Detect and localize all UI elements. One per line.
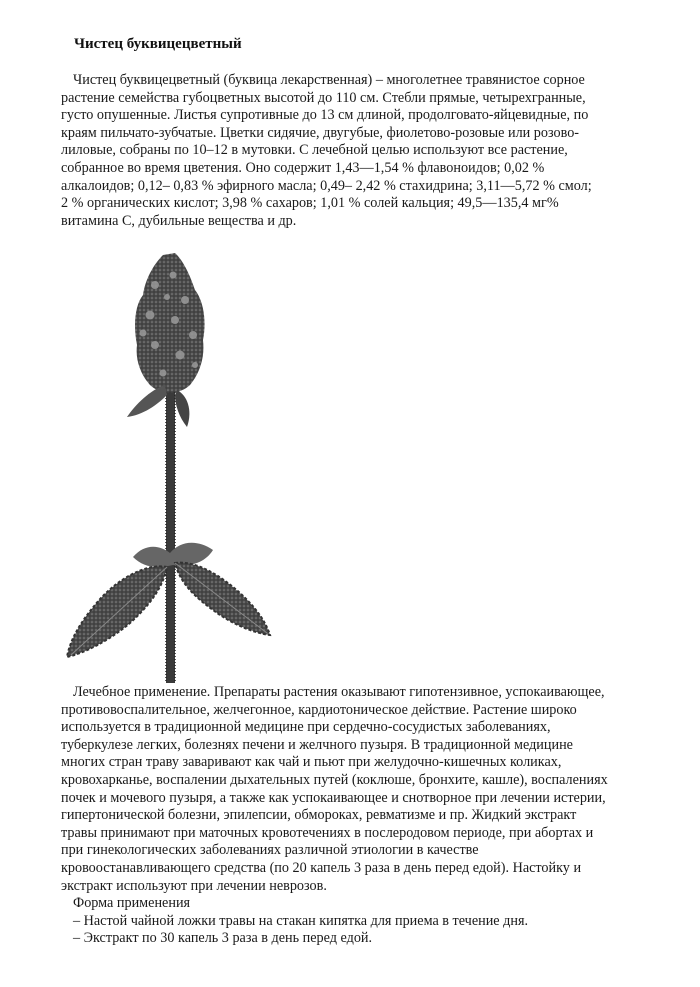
text-line: Чистец буквицецветный (буквица лекарственная) – многолетнее травянистое сорное xyxy=(73,72,585,88)
plant-drawing-icon xyxy=(55,245,295,685)
text-line: при гинекологических заболеваниях различной этиологии в качестве xyxy=(61,842,479,859)
text-line: краям пильчато-зубчатые. Цветки сидячие, двугубые, фиолетово-розовые или розово- xyxy=(61,124,580,141)
text-line: кровохарканье, воспалении дыхательных путей (коклюше, бронхите, кашле), воспалениях xyxy=(61,771,608,788)
plant-illustration xyxy=(55,245,295,685)
medical-use-section xyxy=(61,684,691,948)
text-line: противовоспалительное, желчегонное, кардиотоническое действие. Растение широко xyxy=(61,701,577,718)
text-line: кровоостанавливающего средства (по 20 капель 3 раза в день перед едой). Настойку и xyxy=(61,859,582,876)
text-line: травы принимают при маточных кровотечениях в послеродовом периоде, при абортах и xyxy=(61,824,594,841)
form-list-item: – Настой чайной ложки травы на стакан кипятка для приема в течение дня. xyxy=(73,912,529,929)
text-line: растение семейства губоцветных высотой до 110 см. Стебли прямые, четырехгранные, xyxy=(61,89,586,106)
text-line: используется в традиционной медицине при сердечно-сосудистых заболеваниях, xyxy=(61,719,551,736)
text-line: Лечебное применение. Препараты растения оказывают гипотензивное, успокаивающее, xyxy=(73,684,605,700)
text-line: 2 % органических кислот; 3,98 % сахаров; 1,01 % солей кальция; 49,5—135,4 мг% xyxy=(61,195,559,212)
text-line: многих стран траву заваривают как чай и пьют при желудочно-кишечных коликах, xyxy=(61,754,562,771)
text-line: густо опушенные. Листья супротивные до 13 см длиной, продолговато-яйцевидные, по xyxy=(61,107,589,124)
text-line: алкалоидов; 0,12– 0,83 % эфирного масла; 0,49– 2,42 % стахидрина; 3,11—5,72 % смол; xyxy=(61,177,592,194)
text-line: экстракт используют при лечении неврозов. xyxy=(61,877,327,894)
page-title: Чистец буквицецветный xyxy=(74,36,242,52)
text-line: собранное во время цветения. Оно содержит 1,43—1,54 % флавоноидов; 0,02 % xyxy=(61,159,545,176)
text-line: гипертонической болезни, эпилепсии, обмороках, ревматизме и пр. Жидкий экстракт xyxy=(61,807,577,824)
text-line: туберкулезе легких, болезнях печени и желчного пузыря. В традиционной медицине xyxy=(61,736,573,753)
form-list-item: – Экстракт по 30 капель 3 раза в день перед едой. xyxy=(73,930,373,947)
text-line: витамина С, дубильные вещества и др. xyxy=(61,212,297,229)
text-line: лиловые, собраны по 10–12 в мутовки. С лечебной целью используют все растение, xyxy=(61,142,568,159)
form-heading: Форма применения xyxy=(73,895,191,912)
text-line: почек и мочевого пузыря, а также как успокаивающее и снотворное при лечении истерии, xyxy=(61,789,606,806)
description-paragraph xyxy=(61,72,691,230)
